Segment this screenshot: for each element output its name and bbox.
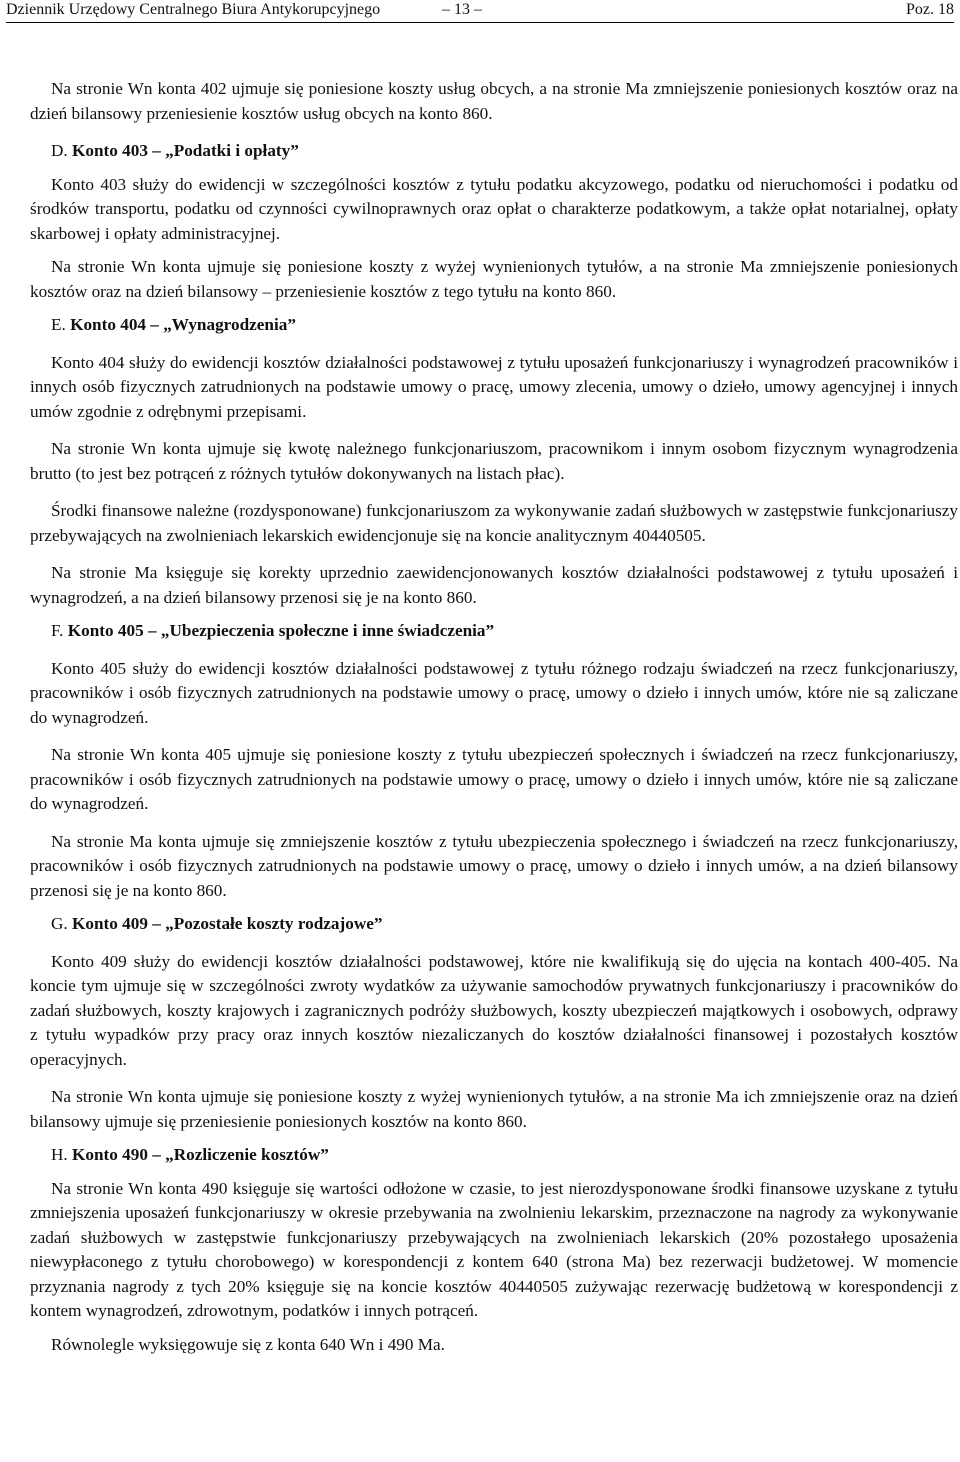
page-header <box>6 0 954 23</box>
paragraph: Na stronie Ma księguje się korekty uprzednio zaewidencjonowanych kosztów działalności podstawowej z tytułu uposażeń i wynagrodzeń, a na dzień bilansowy przenosi się je na konto 860. <box>30 563 958 607</box>
paragraph: Konto 403 służy do ewidencji w szczególności kosztów z tytułu podatku akcyzowego, podatku od nieruchomości i podatku od środków transportu, podatku od czynności cywilnoprawnych oraz opłat o charakterze podatkowym, a także opłat notarialnej, opłaty skarbowej i opłaty administracyjnej. <box>30 174 958 243</box>
paragraph: Konto 404 służy do ewidencji kosztów działalności podstawowej z tytułu uposażeń funkcjonariuszy i wynagrodzeń pracowników i innych osób fizycznych zatrudnionych na podstawie umowy o pracę, umowy zlecenia, umowy o dzieło, umowy agencyjnej i innych umów zgodnie z odrębnymi przepisami. <box>30 352 958 421</box>
section-heading-d <box>30 139 958 164</box>
section-letter: G. <box>51 914 68 933</box>
section-letter: F. <box>51 621 64 640</box>
position-number: Poz. 18 <box>906 1 954 18</box>
section-title: Konto 404 – „Wynagrodzenia” <box>70 315 296 334</box>
section-heading-f <box>30 619 958 644</box>
section-letter: D. <box>51 141 68 160</box>
section-heading-h <box>30 1143 958 1168</box>
section-title: Konto 409 – „Pozostałe koszty rodzajowe” <box>72 914 383 933</box>
page-number: – 13 – <box>442 1 482 18</box>
section-letter: E. <box>51 315 66 334</box>
paragraph: Na stronie Wn konta ujmuje się poniesione koszty z wyżej wynienionych tytułów, a na stronie Ma ich zmniejszenie oraz na dzień bilansowy ujmuje się przeniesienie poniesionych kosztów na konto 860. <box>30 1087 958 1131</box>
paragraph: Konto 409 służy do ewidencji kosztów działalności podstawowej, które nie kwalifikują się do ujęcia na kontach 400-405. Na koncie tym ujmuje się w szczególności zwroty wydatków za używanie samochodów prywatnych funkcjonariuszy i pracowników do zadań służbowych, koszty krajowych i zagranicznych podróży służbowych, koszty ubezpieczeń majątkowych i osobowych, odprawy z tytułu wypadków przy pracy oraz innych kosztów niezaliczanych do kosztów działalności finansowej i pozostałych kosztów operacyjnych. <box>30 951 958 1069</box>
paragraph: Na stronie Wn konta 490 księguje się wartości odłożone w czasie, to jest nierozdysponowane środki finansowe uzyskane z tytułu zmniejszenia uposażeń funkcjonariuszy w okresie przebywania na zwolnieniu lekarskim, przeznaczone na nagrody za wykonywanie zadań służbowych w zastępstwie funkcjonariuszy przebywających na zwolnieniach lekarskich (20% pozostałego uposażenia niewypłaconego z tytułu chorobowego) w korespondencji z kontem 640 (strona Ma) bez rezerwacji budżetowej. W momencie przyznania nagrody z tych 20% księguje się na koncie kosztów 40440505 zużywając rezerwację budżetową w korespondencji z kontem wynagrodzeń, zdrowotnym, podatków i innych potrąceń. <box>30 1178 958 1320</box>
section-title: Konto 405 – „Ubezpieczenia społeczne i inne świadczenia” <box>67 621 495 640</box>
section-title: Konto 490 – „Rozliczenie kosztów” <box>72 1145 329 1164</box>
paragraph: Środki finansowe należne (rozdysponowane) funkcjonariuszom za wykonywanie zadań służbowych w zastępstwie funkcjonariuszy przebywających na zwolnieniach lekarskich ewidencjonuje się na koncie analitycznym 40440505. <box>30 501 958 545</box>
paragraph: Na stronie Ma konta ujmuje się zmniejszenie kosztów z tytułu ubezpieczenia społecznego i świadczeń na rzecz funkcjonariuszy, pracowników i osób fizycznych zatrudnionych na podstawie umowy o pracę, umowy o dzieło i innych umów, a na dzień bilansowy przenosi się je na konto 860. <box>30 831 958 900</box>
paragraph: Na stronie Wn konta ujmuje się poniesione koszty z wyżej wynienionych tytułów, a na stronie Ma zmniejszenie poniesionych kosztów oraz na dzień bilansowy – przeniesienie kosztów z tego tytułu na konto 860. <box>30 257 958 301</box>
section-title: Konto 403 – „Podatki i opłaty” <box>72 141 299 160</box>
section-heading-g <box>30 912 958 937</box>
paragraph: Na stronie Wn konta ujmuje się kwotę należnego funkcjonariuszom, pracownikom i innym osobom fizycznym wynagrodzenia brutto (to jest bez potrąceń z różnych tytułów dokonywanych na listach płac). <box>30 439 958 483</box>
section-heading-e <box>30 313 958 338</box>
paragraph: Równolegle wyksięgowuje się z konta 640 Wn i 490 Ma. <box>51 1334 445 1354</box>
document-body <box>30 77 958 1357</box>
paragraph: Konto 405 służy do ewidencji kosztów działalności podstawowej z tytułu różnego rodzaju świadczeń na rzecz funkcjonariuszy, pracowników i osób fizycznych zatrudnionych na podstawie umowy o pracę, umowy o dzieło i innych umów, które nie są zaliczane do wynagrodzeń. <box>30 658 958 727</box>
paragraph: Na stronie Wn konta 402 ujmuje się poniesione koszty usług obcych, a na stronie Ma zmniejszenie poniesionych kosztów oraz na dzień bilansowy przeniesienie kosztów usług obcych na konto 860. <box>30 79 958 123</box>
section-letter: H. <box>51 1145 68 1164</box>
paragraph: Na stronie Wn konta 405 ujmuje się poniesione koszty z tytułu ubezpieczeń społecznych i świadczeń na rzecz funkcjonariuszy, pracowników i osób fizycznych zatrudnionych na podstawie umowy o pracę, umowy o dzieło i innych umów, które nie są zaliczane do wynagrodzeń. <box>30 745 958 813</box>
journal-title: Dziennik Urzędowy Centralnego Biura Antykorupcyjnego <box>6 1 381 18</box>
